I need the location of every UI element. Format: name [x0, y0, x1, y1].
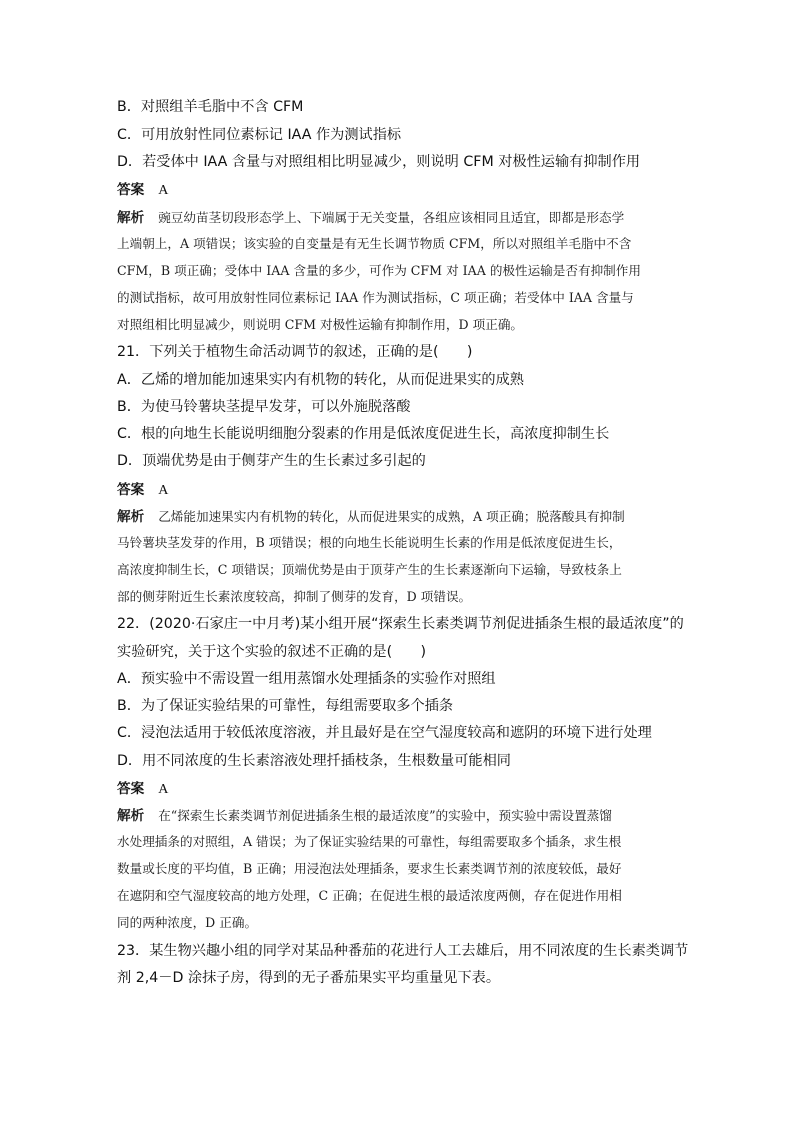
analysis-text: 马铃薯块茎发芽的作用，B 项错误；根的向地生长能说明生长素的作用是低浓度促进生长，	[117, 535, 622, 550]
answer-label: 答案	[117, 781, 145, 797]
answer-label: 答案	[117, 182, 145, 198]
analysis-text: 数量或长度的平均值，B 正确；用浸泡法处理插条，要求生长素类调节剂的浓度较低，最好	[117, 861, 622, 876]
answer-value: A	[158, 183, 169, 198]
answer-line	[117, 478, 168, 499]
option-d: D．用不同浓度的生长素溶液处理扦插枝条，生根数量可能相同	[117, 753, 511, 769]
answer-label: 答案	[117, 482, 145, 498]
analysis-text: 高浓度抑制生长，C 项错误；顶端优势是由于顶芽产生的生长素逐渐向下运输，导致枝条上	[117, 562, 622, 577]
question-stem: 23．某生物兴趣小组的同学对某品种番茄的花进行人工去雄后，用不同浓度的生长素类调节	[117, 943, 689, 959]
option-a: A．预实验中不需设置一组用蒸馏水处理插条的实验作对照组	[117, 671, 496, 687]
analysis-text: 部的侧芽附近生长素浓度较高，抑制了侧芽的发育，D 项错误。	[117, 589, 472, 604]
analysis-text: 对照组相比明显减少，则说明 CFM 对极性运输有抑制作用，D 项正确。	[117, 317, 524, 332]
analysis-text: 上端朝上，A 项错误；该实验的自变量是有无生长调节物质 CFM，所以对照组羊毛脂中不含	[117, 236, 632, 251]
analysis-label: 解析	[117, 509, 145, 525]
analysis-text: 的测试指标，故可用放射性同位素标记 IAA 作为测试指标，C 项正确；若受体中 IAA 含量与	[117, 290, 634, 305]
analysis-text: 乙烯能加速果实内有机物的转化，从而促进果实的成熟，A 项正确；脱落酸具有抑制	[158, 509, 625, 524]
analysis-text: 在“探索生长素类调节剂促进插条生根的最适浓度”的实验中，预实验中需设置蒸馏	[158, 808, 612, 823]
analysis-line	[117, 505, 625, 525]
option-d: D．若受体中 IAA 含量与对照组相比明显减少，则说明 CFM 对极性运输有抑制作用	[117, 154, 641, 170]
option-b: B．对照组羊毛脂中不含 CFM	[117, 99, 304, 115]
option-b: B．为使马铃薯块茎提早发芽，可以外施脱落酸	[117, 399, 411, 415]
analysis-text: 豌豆幼苗茎切段形态学上、下端属于无关变量，各组应该相同且适宜，即都是形态学	[158, 210, 625, 225]
option-c: C．根的向地生长能说明细胞分裂素的作用是低浓度促进生长，高浓度抑制生长	[117, 426, 610, 442]
answer-line	[117, 178, 168, 199]
answer-value: A	[158, 782, 169, 797]
option-c: C．浸泡法适用于较低浓度溶液，并且最好是在空气湿度较高和遮阴的环境下进行处理	[117, 725, 652, 741]
question-stem: 剂 2,4－D 涂抹子房，得到的无子番茄果实平均重量见下表。	[117, 970, 501, 986]
answer-line	[117, 777, 168, 798]
analysis-line	[117, 804, 612, 824]
option-c: C．可用放射性同位素标记 IAA 作为测试指标	[117, 127, 402, 143]
analysis-text: 在遮阴和空气湿度较高的地方处理，C 正确；在促进生根的最适浓度两侧，存在促进作用相	[117, 888, 622, 903]
analysis-label: 解析	[117, 210, 145, 226]
question-stem: 22．(2020·石家庄一中月考)某小组开展“探索生长素类调节剂促进插条生根的最适浓度”的	[117, 616, 684, 632]
option-d: D．顶端优势是由于侧芽产生的生长素过多引起的	[117, 453, 426, 469]
answer-value: A	[158, 483, 169, 498]
option-b: B．为了保证实验结果的可靠性，每组需要取多个插条	[117, 698, 454, 714]
analysis-text: 同的两种浓度，D 正确。	[117, 915, 258, 930]
question-stem: 21．下列关于植物生命活动调节的叙述，正确的是( )	[117, 344, 473, 360]
analysis-line	[117, 206, 624, 226]
option-a: A．乙烯的增加能加速果实内有机物的转化，从而促进果实的成熟	[117, 372, 524, 388]
analysis-label: 解析	[117, 808, 145, 824]
analysis-text: 水处理插条的对照组，A 错误；为了保证实验结果的可靠性，每组需要取多个插条，求生根	[117, 834, 622, 849]
question-stem: 实验研究，关于这个实验的叙述不正确的是( )	[117, 644, 427, 660]
analysis-text: CFM，B 项正确；受体中 IAA 含量的多少，可作为 CFM 对 IAA 的极性运输是否有抑制作用	[117, 263, 641, 278]
